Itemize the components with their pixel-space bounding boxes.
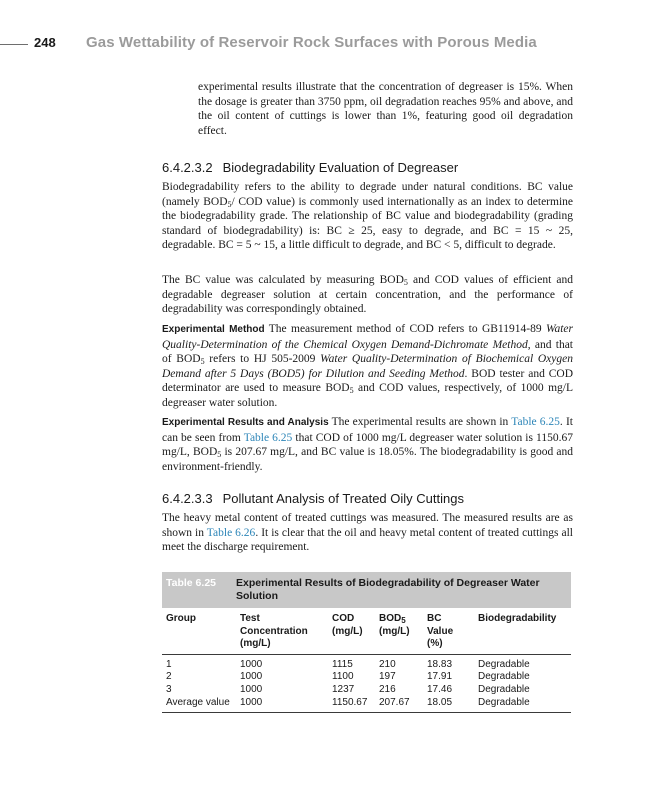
cell-test-concentration: 1000 [240, 696, 263, 708]
text-run: . It is clear that the oil and heavy metal content of treated cuttings all meet the discharge requirement. [162, 526, 573, 554]
table-row [162, 697, 571, 713]
intro-paragraph: experimental results illustrate that the concentration of degreaser is 15%. When the dosage is greater than 3750 ppm, oil degradation reaches 95% and above, and the oil content of cuttings is lower than 1%, featuring good oil degradation effect. [198, 81, 573, 137]
cell-bod: 207.67 [379, 696, 410, 708]
cell-bc-value: 18.83 [427, 658, 453, 670]
text-run: that COD of 1000 mg/L degreaser water solution is 1150.67 mg/L, BOD [162, 431, 573, 459]
cell-group: 2 [166, 671, 172, 683]
table-caption [162, 572, 571, 608]
subscript: 5 [349, 386, 354, 396]
table-row [162, 671, 571, 684]
cell-bc-value: 17.46 [427, 683, 453, 695]
text-run: refers to HJ 505-2009 [204, 353, 321, 366]
text-run: and COD values, respectively, of 1000 mg/L degreaser water solution. [162, 382, 573, 409]
cell-cod: 1150.67 [332, 696, 368, 708]
text-run: The BC value was calculated by measuring BOD [162, 274, 404, 286]
table-link[interactable]: Table 6.25 [243, 431, 293, 444]
table-header-row [162, 610, 571, 654]
header-bod [375, 610, 423, 654]
cell-biodegradability: Degradable [478, 696, 530, 708]
paragraph-biodegradability [162, 180, 573, 253]
cell-biodegradability: Degradable [478, 683, 530, 695]
section-heading-biodegradability [162, 160, 458, 175]
cell-test-concentration: 1000 [240, 671, 263, 683]
table-row [162, 654, 571, 671]
text-run: is 207.67 mg/L, and BC value is 18.05%. The biodegradability is good and environment-friendly. [162, 446, 573, 473]
cell-test-concentration: 1000 [240, 658, 263, 670]
runin-heading: Experimental Results and Analysis [162, 417, 329, 428]
text-run: . It can be seen from [162, 416, 573, 444]
running-title: Gas Wettability of Reservoir Rock Surfaces with Porous Media [86, 34, 537, 51]
citation-title: Water Quality-Determination of the Chemical Oxygen Demand-Dichromate Method [162, 323, 573, 351]
cell-cod: 1115 [332, 658, 353, 670]
citation-title: Water Quality-Determination of Biochemical Oxygen Demand after 5 Days (BOD5) for Dilution and Seeding Method [162, 353, 573, 380]
cell-bod: 197 [379, 671, 396, 683]
section-title: Biodegradability Evaluation of Degreaser [222, 160, 459, 175]
results-table [162, 610, 571, 713]
text-run: The measurement method of COD refers to GB11914-89 [264, 323, 546, 335]
cell-group: 3 [166, 683, 172, 695]
subscript: 5 [401, 616, 406, 625]
runin-heading: Experimental Method [162, 324, 265, 335]
table-label: Table 6.25 [166, 577, 216, 589]
cell-biodegradability: Degradable [478, 671, 530, 683]
cell-cod: 1237 [332, 683, 355, 695]
subscript: 5 [227, 199, 232, 209]
header-bc-value: BC Value (%) [427, 613, 454, 649]
text-run: / COD value) is commonly used internationally as an index to determine the biodegradability grade. The relationship of BC value and biodegradability (grading standard of biodegradability) is: BC ≥ 25, easy to degrade, and BC = 15 ~ 25, degradable. BC = 5 ~ 15, a little difficult to degrade, and BC < 5, difficult to degrade. [162, 195, 573, 252]
section-number: 6.4.2.3.2 [162, 160, 213, 175]
header-group: Group [166, 613, 196, 624]
paragraph-experimental-results [162, 415, 573, 474]
cell-test-concentration: 1000 [240, 683, 263, 695]
paragraph-bc-value [162, 273, 573, 317]
section-number: 6.4.2.3.3 [162, 491, 213, 506]
header-cod: COD (mg/L) [332, 613, 363, 637]
paragraph-pollutant [162, 511, 573, 555]
cell-biodegradability: Degradable [478, 658, 530, 670]
header-text: (mg/L) [379, 625, 410, 637]
header-test-concentration: Test Concentration (mg/L) [240, 613, 308, 649]
text-run: , and that of BOD [162, 338, 573, 366]
header-text: BOD [379, 613, 402, 624]
subscript: 5 [217, 450, 222, 460]
subscript: 5 [403, 278, 408, 287]
table-link[interactable]: Table 6.26 [206, 526, 256, 539]
cell-bod: 216 [379, 683, 396, 695]
table-title: Experimental Results of Biodegradability of Degreaser Water Solution [236, 577, 540, 602]
text-run: The heavy metal content of treated cuttings was measured. The measured results are as shown in [162, 512, 573, 539]
text-run: . BOD tester and COD determinator are used to measure BOD [162, 367, 573, 395]
cell-group: 1 [166, 658, 172, 670]
header-biodegradability: Biodegradability [478, 613, 557, 624]
cell-bc-value: 17.91 [427, 671, 453, 683]
paragraph-experimental-method [162, 322, 573, 411]
cell-bc-value: 18.05 [427, 696, 453, 708]
cell-cod: 1100 [332, 671, 354, 683]
section-heading-pollutant [162, 491, 464, 506]
cell-group: Average value [166, 696, 230, 708]
subscript: 5 [200, 357, 205, 367]
table-link[interactable]: Table 6.25 [511, 416, 560, 428]
page-number: 248 [34, 35, 56, 50]
table-row [162, 684, 571, 697]
cell-bod: 210 [379, 658, 396, 670]
text-run: The experimental results are shown in [328, 416, 512, 428]
header-rule [0, 44, 28, 45]
section-title: Pollutant Analysis of Treated Oily Cuttings [222, 491, 464, 506]
text-run: Biodegradability refers to the ability to degrade under natural conditions. BC value (namely BOD [162, 181, 573, 208]
text-run: and COD values of efficient and degradable degreaser solution at certain concentration, and the performance of degradability was correspondingly obtained. [162, 274, 573, 316]
